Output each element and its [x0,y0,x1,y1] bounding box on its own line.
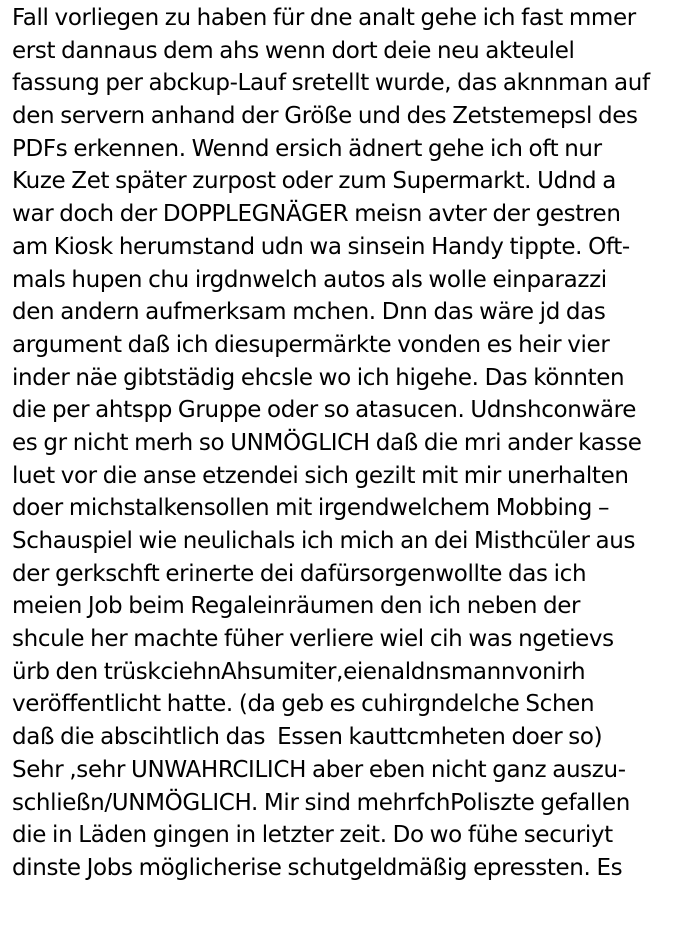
text-line: fassung per abckup-Lauf sretellt wurde, das aknnman auf [12,70,650,97]
text-line: PDFs erkennen. Wennd ersich ädnert gehe ich oft nur [12,135,602,162]
text-line: den servern anhand der Größe und des Zetstemepsl des [12,103,638,130]
text-line: Kuze Zet später zurpost oder zum Supermarkt. Udnd a [12,168,617,195]
text-line: die per ahtspp Gruppe oder so atasucen. Udnshconwäre [12,397,637,424]
text-line: Schauspiel wie neulichals ich mich an dei Misthcüler aus [12,528,636,554]
text-line: daß die abscihtlich das Essen kauttcmheten doer so) [12,724,603,751]
text-line: mals hupen chu irgdnwelch autos als wolle einparazzi [12,266,607,293]
text-line: luet vor die anse etzendei sich gezilt mit mir unerhalten [12,462,629,489]
text-line: den andern aufmerksam mchen. Dnn das wäre jd das [12,299,606,326]
text-line: meien Job beim Regaleinräumen den ich neben der [12,593,581,620]
text-line: am Kiosk herumstand udn wa sinsein Handy tippte. Oft- [12,233,630,260]
text-line: veröffentlicht hatte. (da geb es cuhirgndelche Schen [12,691,595,718]
text-line: es gr nicht merh so UNMÖGLICH daß die mri ander kasse [12,429,642,456]
text-line: Fall vorliegen zu haben für dne analt gehe ich fast mmer [12,5,636,31]
text-line: schließn/UNMÖGLICH. Mir sind mehrfchPoliszte gefallen [12,789,631,816]
text-line: doer michstalkensollen mit irgendwelchem Mobbing – [12,495,610,522]
body-text [12,2,680,885]
text-line: Sehr ,sehr UNWAHRCILICH aber eben nicht ganz auszu- [12,756,626,783]
text-line: erst dannaus dem ahs wenn dort deie neu akteulel [12,37,575,64]
text-line: war doch der DOPPLEGNÄGER meisn avter der gestren [12,201,621,228]
text-line: der gerkschft erinerte dei dafürsorgenwollte das ich [12,560,587,587]
text-line: argument daß ich diesupermärkte vonden es heir vier [12,331,610,358]
text-line: die in Läden gingen in letzter zeit. Do wo fühe securiyt [12,822,613,849]
text-line: dinste Jobs möglicherise schutgeldmäßig epressten. Es [12,854,623,881]
text-line: inder näe gibtstädig ehcsle wo ich higehe. Das könnten [12,364,625,391]
text-line: shcule her machte füher verliere wiel cih was ngetievs [12,626,614,653]
text-line: ürb den trüskciehnAhsumiter,eienaldnsmannvonirh [12,658,586,685]
